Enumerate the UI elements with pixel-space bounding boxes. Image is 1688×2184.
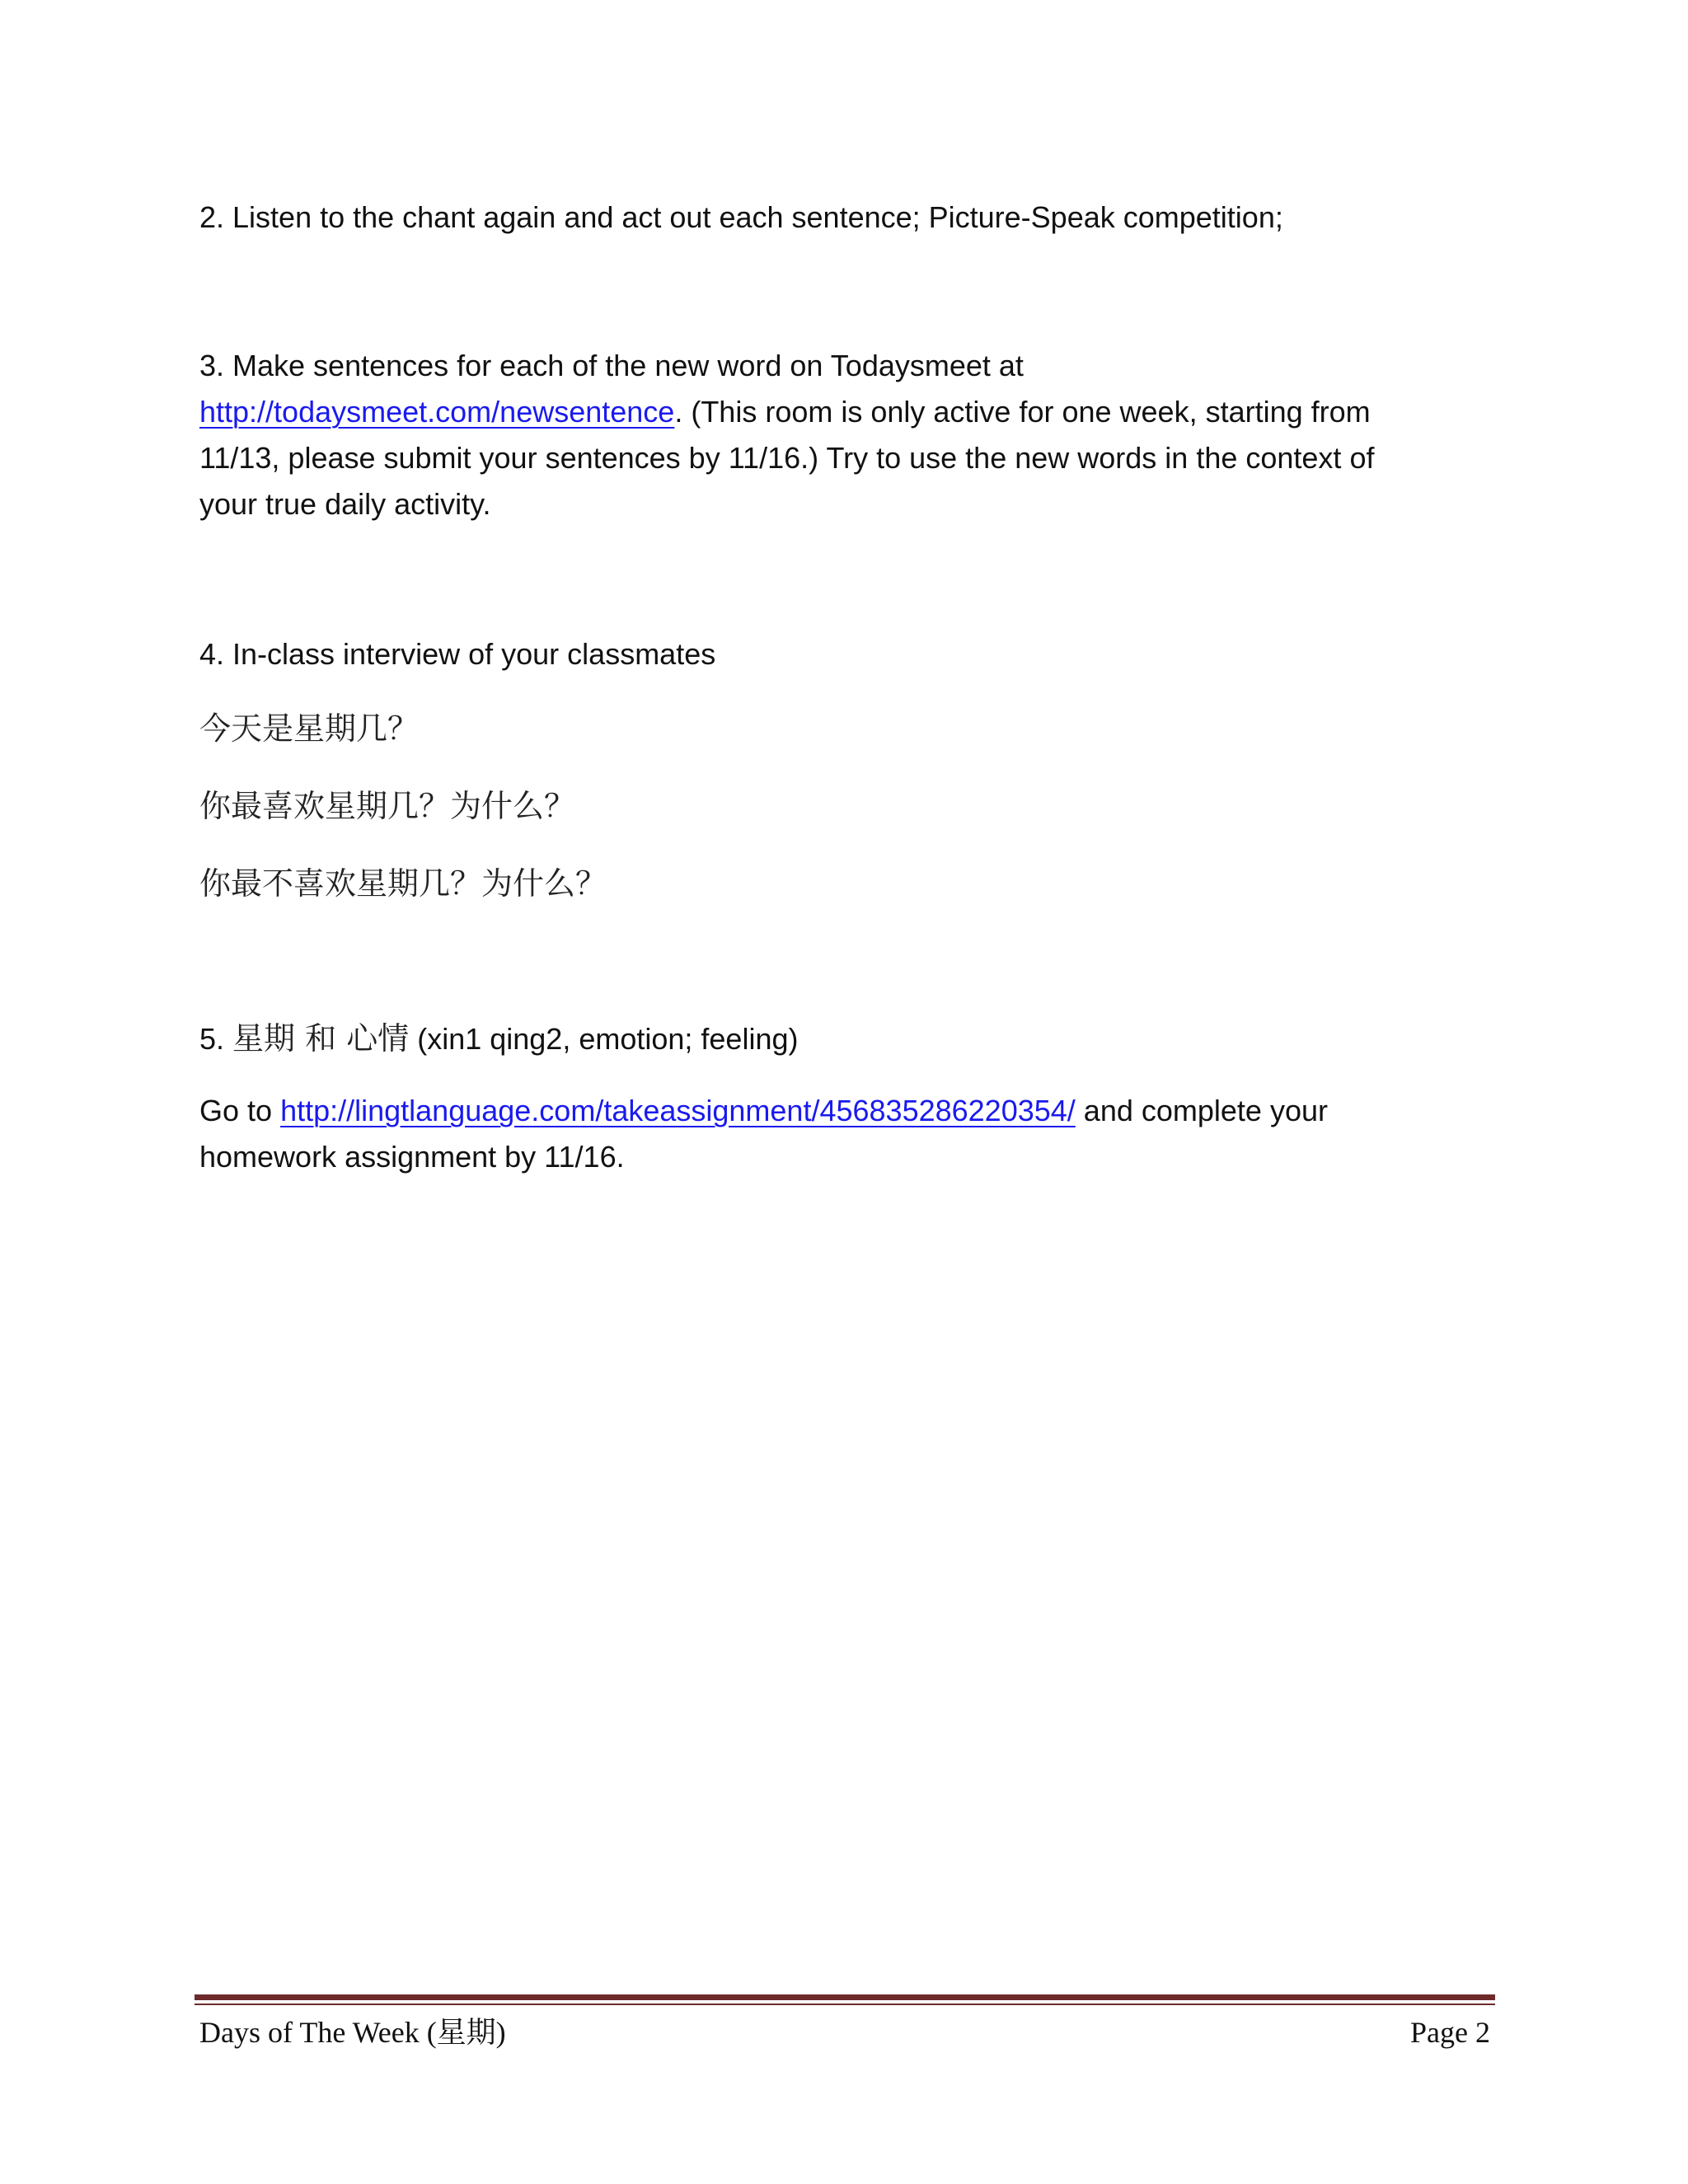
footer-rule-thick	[195, 1994, 1495, 2000]
item-4-heading: 4. In-class interview of your classmates	[199, 637, 716, 671]
item-5-prefix: 5.	[199, 1022, 233, 1056]
item-3-line-2	[199, 389, 1469, 435]
lingtlanguage-link[interactable]: http://lingtlanguage.com/takeassignment/456835286220354/	[280, 1094, 1076, 1127]
item-5-heading-cn: 星期 和 心情	[232, 1020, 410, 1057]
footer-rule-thin	[195, 2004, 1495, 2005]
todaysmeet-link[interactable]: http://todaysmeet.com/newsentence	[199, 395, 675, 429]
item-3-line-4: your true daily activity.	[199, 487, 491, 521]
item-5-heading	[199, 1015, 1469, 1062]
item-5-heading-rest: (xin1 qing2, emotion; feeling)	[409, 1022, 799, 1056]
item-3-line-3: 11/13, please submit your sentences by 11/16.) Try to use the new words in the context of	[199, 441, 1375, 475]
footer-title: Days of The Week (星期)	[199, 2016, 506, 2049]
interview-question-2: 你最喜欢星期几？为什么？	[199, 788, 576, 824]
footer-page-number: Page 2	[1410, 2016, 1490, 2049]
interview-question-3: 你最不喜欢星期几？为什么？	[199, 865, 607, 902]
item-5-goto: Go to	[199, 1094, 281, 1127]
interview-question-1: 今天是星期几？	[199, 710, 420, 747]
item-5-line-2: homework assignment by 11/16.	[199, 1140, 625, 1174]
item-2-text: 2. Listen to the chant again and act out each sentence; Picture-Speak competition;	[199, 200, 1283, 234]
item-5-line-1-rest: and complete your	[1075, 1094, 1328, 1127]
item-3-line-1: 3. Make sentences for each of the new word on Todaysmeet at	[199, 349, 1024, 382]
item-3-line-2-rest: . (This room is only active for one week, starting from	[674, 395, 1371, 429]
item-5-line-1	[199, 1088, 1469, 1134]
